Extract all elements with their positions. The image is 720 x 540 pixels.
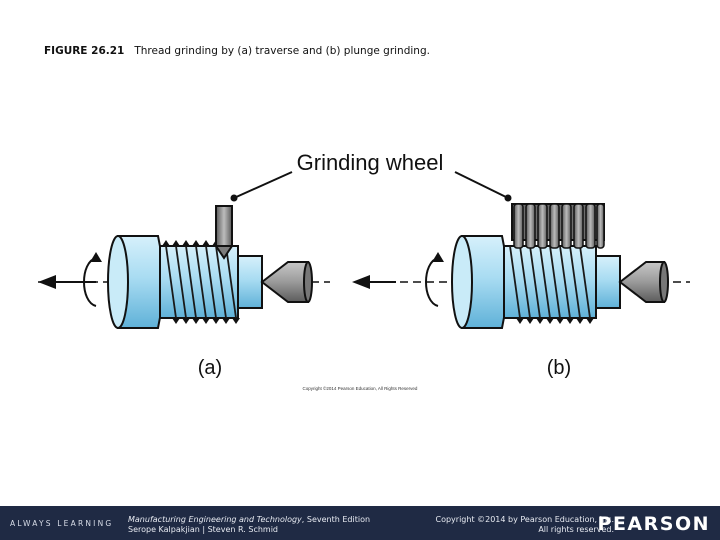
- book-title: Manufacturing Engineering and Technology: [128, 515, 302, 524]
- label-a: (a): [197, 357, 223, 379]
- copyright-line-1: Copyright ©2014 by Pearson Education, Inc.: [435, 515, 614, 524]
- feed-arrow-head-a: [38, 275, 56, 289]
- footer-brand: ALWAYS LEARNING: [10, 519, 114, 528]
- center-tip-end-a: [304, 262, 312, 302]
- book-authors: Serope Kalpakjian | Steven R. Schmid: [128, 525, 278, 534]
- rotation-arrow-head-b: [432, 252, 444, 262]
- footer-copyright: [435, 515, 614, 535]
- workpiece-neck-a: [238, 256, 262, 308]
- assembly-a: [38, 206, 330, 328]
- book-edition: , Seventh Edition: [301, 515, 371, 524]
- image-copyright: Copyright ©2014 Pearson Education, All Rights Reserved: [302, 386, 418, 391]
- assembly-b: [352, 204, 690, 328]
- leader-dot-b: [505, 195, 512, 202]
- pearson-logo: PEARSON: [597, 513, 710, 535]
- leader-line-b: [455, 172, 508, 198]
- grinding-wheel-label: Grinding wheel: [296, 150, 444, 175]
- collar-face-b: [452, 236, 472, 328]
- label-b: (b): [546, 357, 572, 379]
- caption-text: Thread grinding by (a) traverse and (b) plunge grinding.: [134, 45, 430, 57]
- center-tip-a: [262, 262, 308, 302]
- grinding-wheel-a: [216, 206, 232, 246]
- leader-line-a: [234, 172, 292, 198]
- workpiece-neck-b: [596, 256, 620, 308]
- grinding-wheel-ribs-b: [514, 204, 604, 248]
- copyright-line-2: All rights reserved.: [538, 525, 614, 534]
- center-tip-b: [620, 262, 664, 302]
- collar-face-a: [108, 236, 128, 328]
- center-tip-end-b: [660, 262, 668, 302]
- footer-bar: [0, 506, 720, 540]
- figure-number: FIGURE 26.21: [44, 45, 125, 57]
- feed-arrow-head-b: [352, 275, 370, 289]
- leader-dot-a: [231, 195, 238, 202]
- rotation-arrow-head-a: [90, 252, 102, 262]
- footer-book-info: [128, 515, 370, 535]
